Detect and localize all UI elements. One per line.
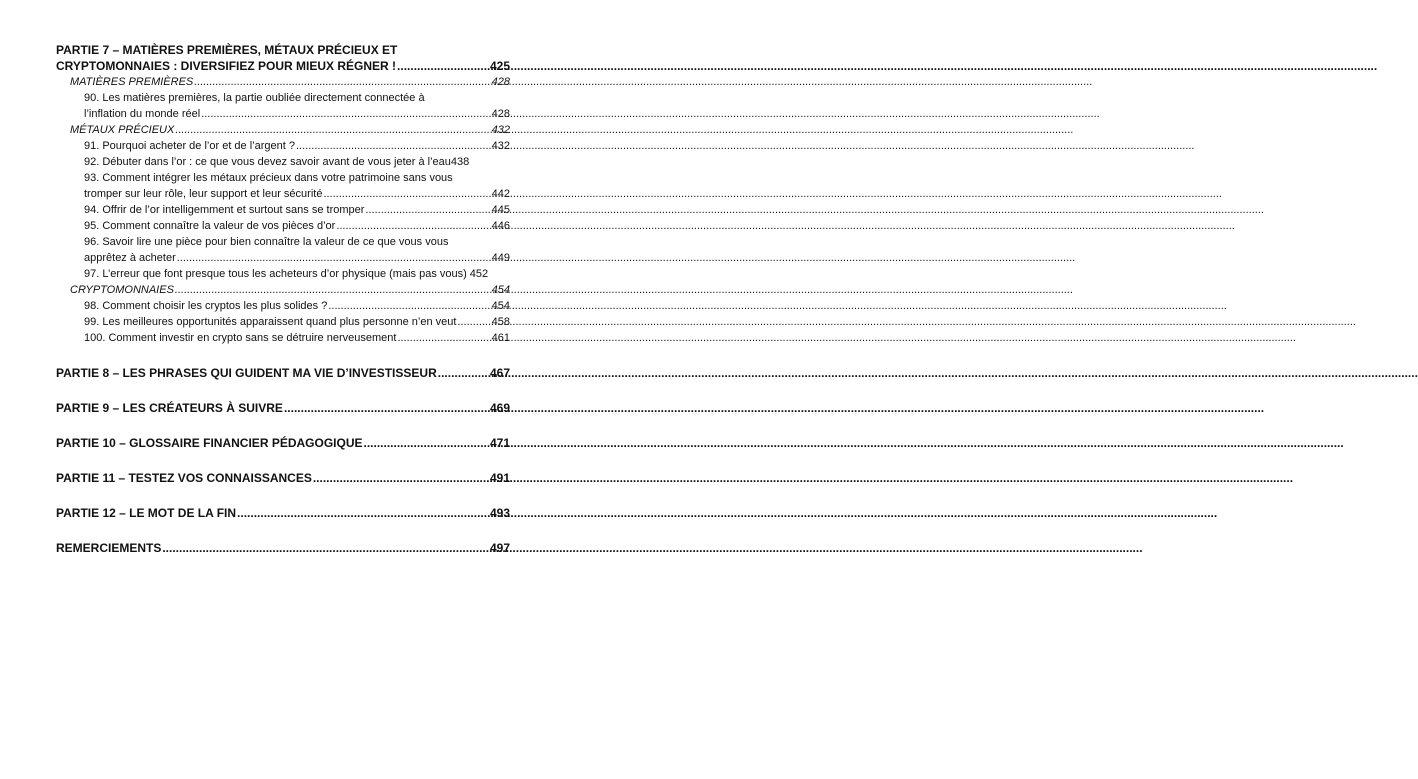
chapter-title-line1: 96. Savoir lire une pièce pour bien connaître la valeur de ce que vous vous — [84, 236, 449, 248]
toc-part-7[interactable] — [56, 42, 510, 74]
section-title: MÉTAUX PRÉCIEUX — [70, 124, 175, 136]
toc-chapter-99[interactable] — [56, 314, 510, 330]
part-title: PARTIE 9 – LES CRÉATEURS À SUIVRE — [56, 401, 283, 415]
page-number: 438 — [450, 156, 470, 168]
part-title-line1: PARTIE 7 – MATIÈRES PREMIÈRES, MÉTAUX PRÉCIEUX ET — [56, 43, 398, 57]
dot-leader — [364, 435, 489, 451]
chapter-title-line1: 90. Les matières premières, la partie oubliée directement connectée à — [84, 92, 425, 104]
part-title: REMERCIEMENTS — [56, 541, 162, 555]
page-number: 432 — [491, 124, 510, 136]
page-number: 428 — [491, 108, 510, 120]
dot-leader — [177, 250, 491, 266]
page-number: 452 — [469, 268, 489, 280]
chapter-title: 98. Comment choisir les cryptos les plus solides ? — [84, 300, 328, 312]
dot-leader — [296, 138, 491, 154]
page-number: 425 — [489, 59, 510, 73]
chapter-title: 99. Les meilleures opportunités apparaissent quand plus personne n’en veut — [84, 316, 457, 328]
toc-chapter-97[interactable] — [56, 266, 510, 282]
part-title: PARTIE 12 – LE MOT DE LA FIN — [56, 506, 237, 520]
chapter-title: 95. Comment connaître la valeur de vos pièces d’or — [84, 220, 336, 232]
toc-chapter-92[interactable] — [56, 154, 510, 170]
dot-leader — [175, 122, 490, 138]
toc-chapter-90[interactable] — [56, 90, 510, 122]
toc-section-metaux-precieux[interactable] — [56, 122, 510, 138]
toc-chapter-93[interactable] — [56, 170, 510, 202]
chapter-title-line2: apprêtez à acheter — [84, 252, 176, 264]
toc-part-11[interactable] — [56, 470, 510, 486]
chapter-title: 91. Pourquoi acheter de l’or et de l’argent ? — [84, 140, 295, 152]
dot-leader — [323, 186, 490, 202]
dot-leader — [284, 400, 489, 416]
toc-chapter-95[interactable] — [56, 218, 510, 234]
chapter-title: 94. Offrir de l’or intelligemment et surtout sans se tromper — [84, 204, 365, 216]
toc-part-9[interactable] — [56, 400, 510, 416]
toc-chapter-94[interactable] — [56, 202, 510, 218]
dot-leader — [194, 74, 490, 90]
dot-leader — [336, 218, 490, 234]
page-number: 469 — [489, 401, 510, 415]
section-title: MATIÈRES PREMIÈRES — [70, 76, 194, 88]
dot-leader — [237, 505, 489, 521]
dot-leader — [397, 58, 489, 74]
dot-leader — [175, 282, 491, 298]
page-number: 432 — [491, 140, 510, 152]
dot-leader — [313, 470, 489, 486]
page-number: 471 — [489, 436, 510, 450]
toc-chapter-98[interactable] — [56, 298, 510, 314]
toc-remerciements[interactable] — [56, 540, 510, 556]
chapter-title-line1: 93. Comment intégrer les métaux précieux dans votre patrimoine sans vous — [84, 172, 453, 184]
dot-leader — [438, 365, 489, 381]
page-number: 493 — [489, 506, 510, 520]
toc-section-matieres-premieres[interactable] — [56, 74, 510, 90]
chapter-title-line2: tromper sur leur rôle, leur support et leur sécurité — [84, 188, 323, 200]
toc-chapter-96[interactable] — [56, 234, 510, 266]
part-title-line2: CRYPTOMONNAIES : DIVERSIFIEZ POUR MIEUX RÉGNER ! — [56, 59, 397, 73]
chapter-title: 97. L’erreur que font presque tous les acheteurs d’or physique (mais pas vous) — [84, 268, 467, 280]
toc-part-12[interactable] — [56, 505, 510, 521]
dot-leader — [365, 202, 490, 218]
toc-part-10[interactable] — [56, 435, 510, 451]
page-number: 445 — [491, 204, 510, 216]
dot-leader — [397, 330, 490, 346]
dot-leader — [328, 298, 490, 314]
toc-part-8[interactable] — [56, 365, 510, 381]
page-number: 454 — [491, 284, 510, 296]
chapter-title: 92. Débuter dans l’or : ce que vous devez savoir avant de vous jeter à l’eau — [84, 156, 451, 168]
toc-section-cryptomonnaies[interactable] — [56, 282, 510, 298]
page-number: 446 — [491, 220, 510, 232]
page-number: 442 — [491, 188, 510, 200]
toc-chapter-100[interactable] — [56, 330, 510, 346]
section-title: CRYPTOMONNAIES — [70, 284, 174, 296]
part-title: PARTIE 8 – LES PHRASES QUI GUIDENT MA VIE D’INVESTISSEUR — [56, 366, 437, 380]
page-number: 461 — [491, 332, 510, 344]
page-number: 454 — [491, 300, 510, 312]
page-number: 491 — [489, 471, 510, 485]
part-title: PARTIE 10 – GLOSSAIRE FINANCIER PÉDAGOGIQUE — [56, 436, 363, 450]
page-number: 449 — [491, 252, 510, 264]
page-number: 497 — [489, 541, 510, 555]
dot-leader — [201, 106, 490, 122]
chapter-title-line2: l’inflation du monde réel — [84, 108, 201, 120]
part-title: PARTIE 11 – TESTEZ VOS CONNAISSANCES — [56, 471, 312, 485]
dot-leader — [162, 540, 489, 556]
page-number: 458 — [491, 316, 510, 328]
dot-leader — [457, 314, 490, 330]
page-number: 467 — [489, 366, 510, 380]
chapter-title: 100. Comment investir en crypto sans se détruire nerveusement — [84, 332, 397, 344]
table-of-contents — [56, 42, 510, 556]
toc-chapter-91[interactable] — [56, 138, 510, 154]
page-number: 428 — [491, 76, 510, 88]
